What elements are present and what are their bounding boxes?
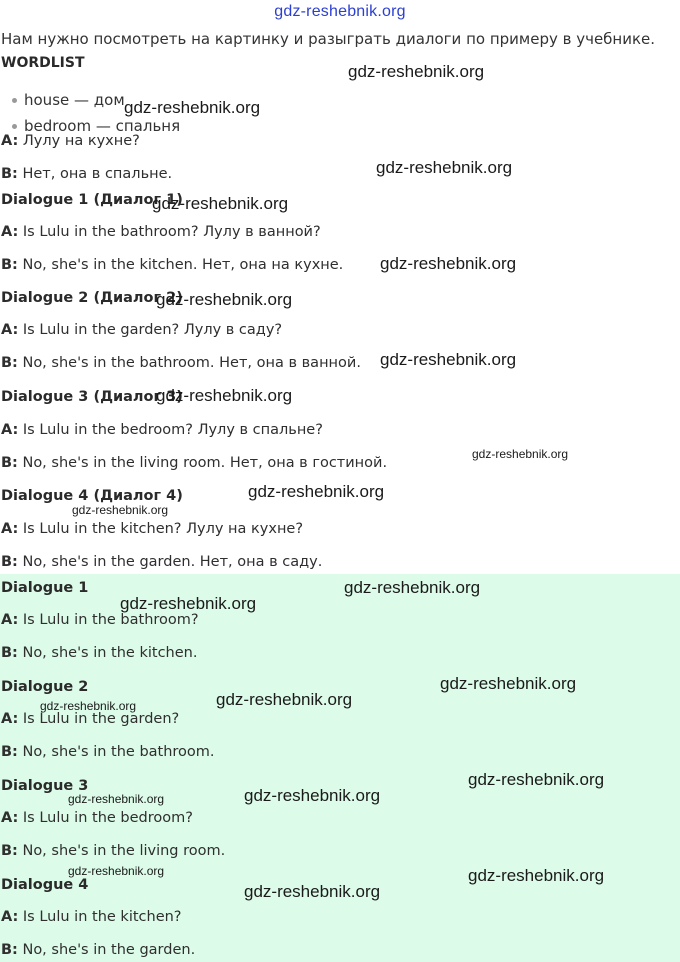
watermark: gdz-reshebnik.org [68, 792, 165, 806]
dialogue-line-b: B: No, she's in the bathroom. Нет, она в ванной. [1, 355, 361, 371]
watermark: gdz-reshebnik.org [40, 699, 137, 713]
watermark: gdz-reshebnik.org [344, 578, 481, 597]
dialogue-line-b: B: No, she's in the bathroom. [1, 744, 215, 760]
dialogue-heading: Dialogue 1 (Диалог 1) [1, 192, 183, 208]
dialogue-heading: Dialogue 3 [1, 778, 89, 794]
watermark: gdz-reshebnik.org [156, 290, 293, 309]
watermark: gdz-reshebnik.org [472, 447, 569, 461]
watermark: gdz-reshebnik.org [440, 674, 577, 693]
wordlist-title: WORDLIST [1, 55, 85, 71]
bullet-icon [12, 124, 17, 129]
dialogue-line-b: B: No, she's in the living room. [1, 843, 226, 859]
dialogue-line-a: A: Is Lulu in the bathroom? Лулу в ванной? [1, 224, 321, 240]
bullet-icon [12, 98, 17, 103]
dialogue-heading: Dialogue 2 (Диалог 2) [1, 290, 183, 306]
watermark: gdz-reshebnik.org [380, 254, 517, 273]
watermark: gdz-reshebnik.org [376, 158, 513, 177]
watermark: gdz-reshebnik.org [248, 482, 385, 501]
dialogue-line-a: A: Is Lulu in the garden? [1, 711, 180, 727]
dialogue-line-a: A: Is Lulu in the bedroom? Лулу в спальне? [1, 422, 323, 438]
watermark: gdz-reshebnik.org [468, 866, 605, 885]
watermark: gdz-reshebnik.org [124, 98, 261, 117]
watermark: gdz-reshebnik.org [72, 503, 169, 517]
dialogue-line-a: A: Is Lulu in the bedroom? [1, 810, 193, 826]
watermark: gdz-reshebnik.org [68, 864, 165, 878]
dialogue-heading: Dialogue 1 [1, 580, 89, 596]
dialogue-line-b: B: No, she's in the garden. [1, 942, 196, 958]
wordlist-item: bedroom — спальня [12, 117, 180, 135]
watermark: gdz-reshebnik.org [244, 882, 381, 901]
dialogue-line-a: A: Is Lulu in the bathroom? [1, 612, 199, 628]
dialogue-heading: Dialogue 2 [1, 679, 89, 695]
watermark: gdz-reshebnik.org [244, 786, 381, 805]
watermark: gdz-reshebnik.org [216, 690, 353, 709]
dialogue-line-a: A: Is Lulu in the kitchen? [1, 909, 182, 925]
watermark: gdz-reshebnik.org [156, 386, 293, 405]
example-line-a: A: Лулу на кухне? [1, 133, 140, 149]
instructions-text: Нам нужно посмотреть на картинку и разыграть диалоги по примеру в учебнике. [1, 30, 656, 48]
wordlist-item: house — дом [12, 91, 125, 109]
example-line-b: B: Нет, она в спальне. [1, 166, 173, 182]
answer-panel [0, 574, 680, 962]
dialogue-line-b: B: No, she's in the kitchen. Нет, она на кухне. [1, 257, 344, 273]
dialogue-line-b: B: No, she's in the garden. Нет, она в саду. [1, 554, 323, 570]
dialogue-line-b: B: No, she's in the living room. Нет, она в гостиной. [1, 455, 388, 471]
dialogue-line-b: B: No, she's in the kitchen. [1, 645, 198, 661]
watermark: gdz-reshebnik.org [380, 350, 517, 369]
watermark: gdz-reshebnik.org [152, 194, 289, 213]
site-link[interactable]: gdz-reshebnik.org [274, 3, 406, 20]
site-header [0, 0, 680, 26]
dialogue-line-a: A: Is Lulu in the garden? Лулу в саду? [1, 322, 283, 338]
watermark: gdz-reshebnik.org [348, 62, 485, 81]
dialogue-line-a: A: Is Lulu in the kitchen? Лулу на кухне? [1, 521, 304, 537]
dialogue-heading: Dialogue 3 (Диалог 3) [1, 389, 183, 405]
watermark: gdz-reshebnik.org [468, 770, 605, 789]
dialogue-heading: Dialogue 4 (Диалог 4) [1, 488, 183, 504]
watermark: gdz-reshebnik.org [120, 594, 257, 613]
dialogue-heading: Dialogue 4 [1, 877, 89, 893]
